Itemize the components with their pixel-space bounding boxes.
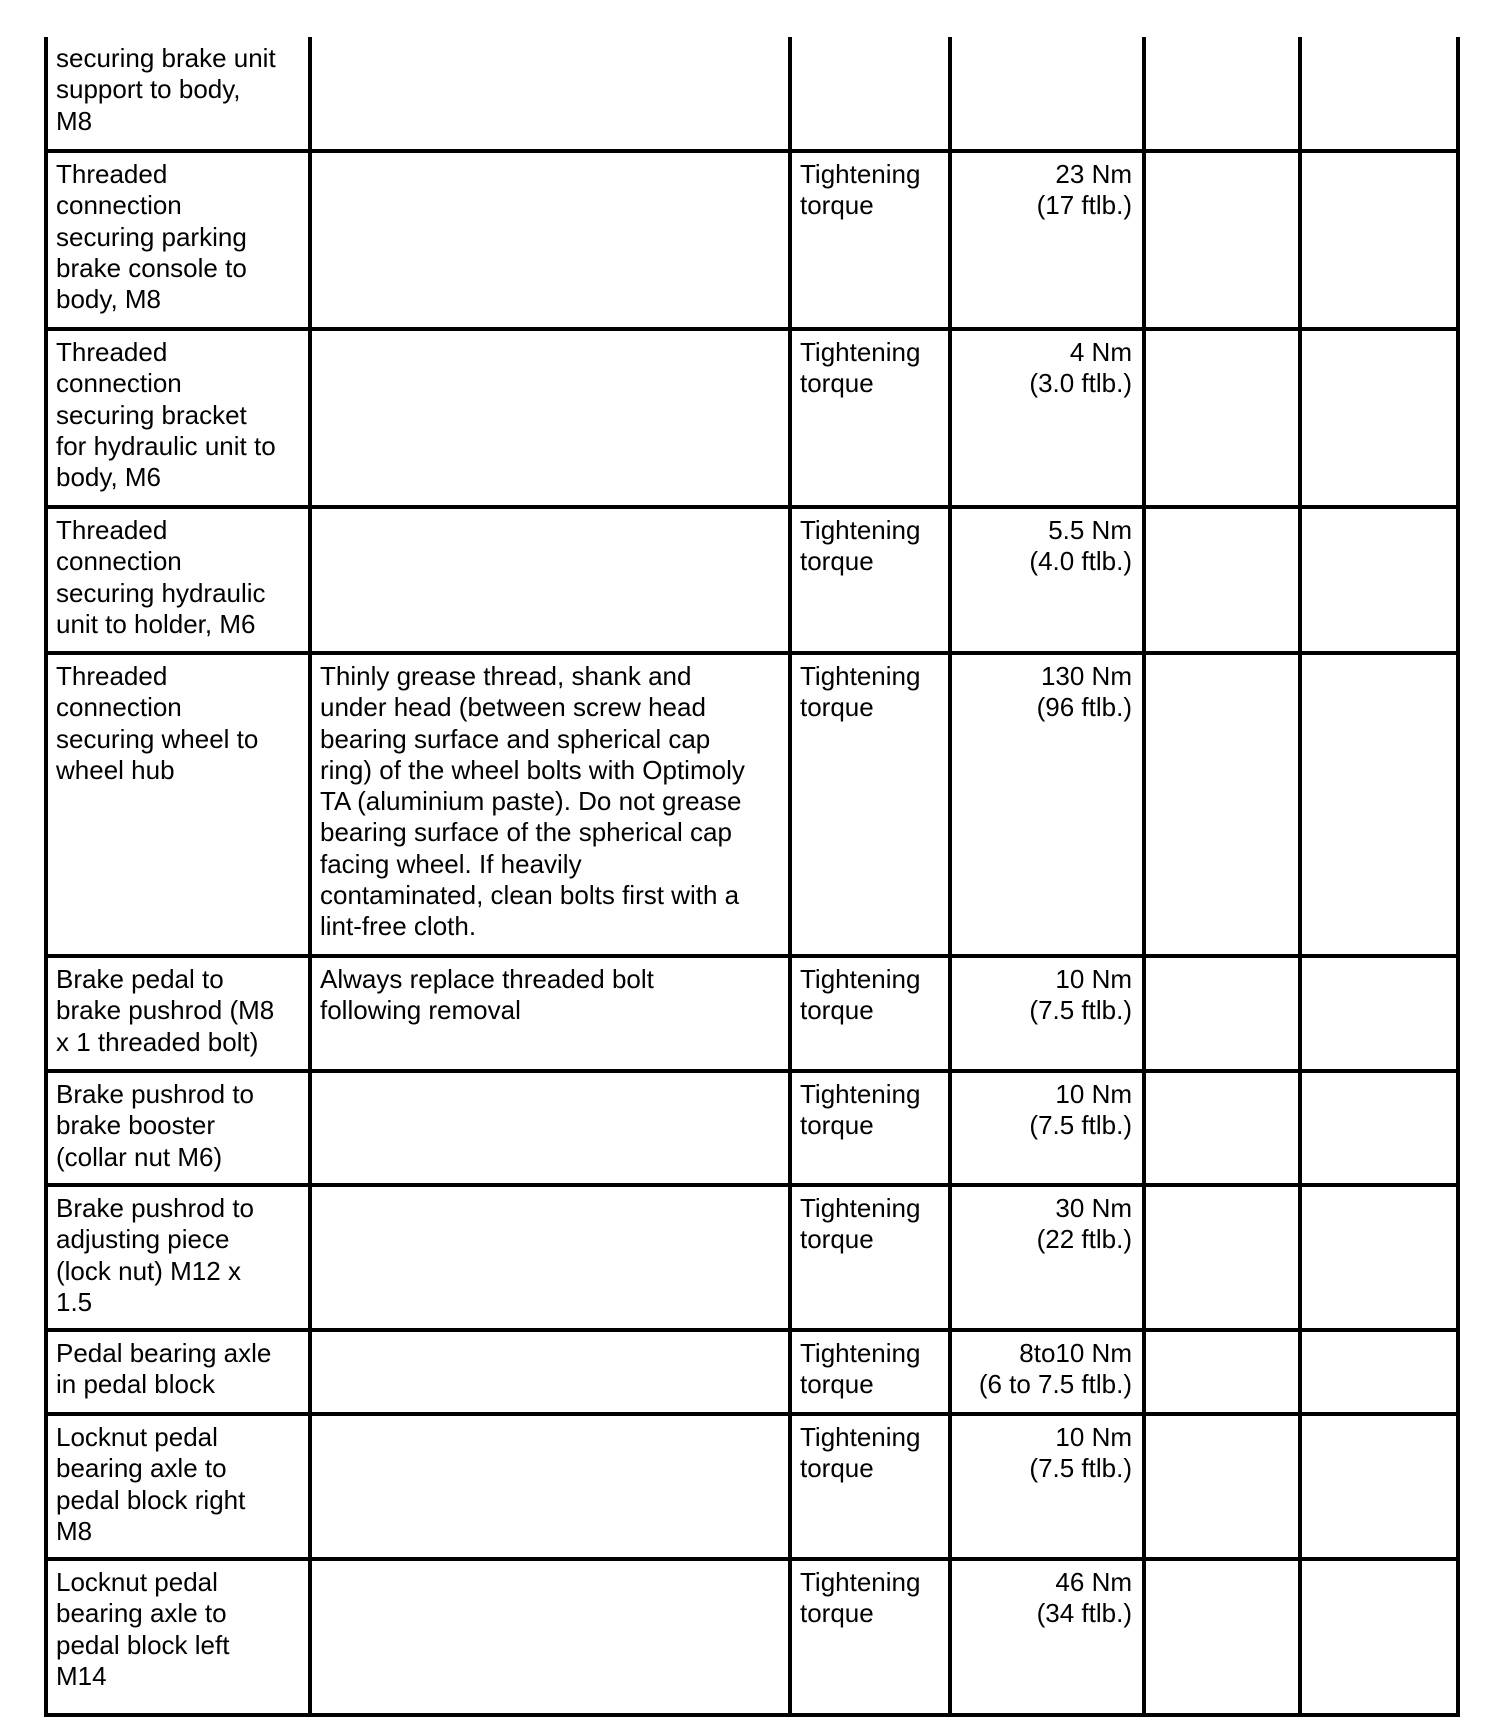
extra-cell-2	[1302, 37, 1456, 153]
column-divider	[308, 1416, 312, 1561]
extra-cell-1	[1146, 153, 1298, 331]
column-divider	[308, 1561, 312, 1713]
column-divider	[1298, 958, 1302, 1073]
extra-cell-1	[1146, 1073, 1298, 1187]
column-divider	[788, 1187, 792, 1332]
spec-type-cell: Tightening torque	[800, 1193, 921, 1255]
column-divider	[308, 1073, 312, 1187]
torque-value-cell: 30 Nm (22 ftlb.)	[1036, 1193, 1132, 1255]
note-cell	[312, 1073, 788, 1187]
torque-value-cell: 4 Nm (3.0 ftlb.)	[1029, 337, 1132, 399]
column-divider	[308, 331, 312, 509]
extra-cell-1	[1146, 37, 1298, 153]
column-divider	[1142, 958, 1146, 1073]
column-divider	[1142, 1332, 1146, 1416]
extra-cell-2	[1302, 509, 1456, 655]
extra-cell-2	[1302, 1561, 1456, 1713]
column-divider	[788, 958, 792, 1073]
table-row	[48, 1416, 1456, 1561]
column-divider	[1298, 1073, 1302, 1187]
spec-type-cell: Tightening torque	[800, 515, 921, 577]
torque-value-cell: 23 Nm (17 ftlb.)	[1036, 159, 1132, 221]
note-cell	[312, 509, 788, 655]
column-divider	[1298, 1187, 1302, 1332]
column-divider	[948, 1561, 952, 1713]
component-cell: Threaded connection securing wheel to wheel hub	[56, 661, 259, 785]
note-cell	[312, 1561, 788, 1713]
torque-specification-table	[44, 37, 1460, 1717]
note-cell	[312, 1416, 788, 1561]
column-divider	[1142, 331, 1146, 509]
extra-cell-2	[1302, 655, 1456, 958]
table-row	[48, 1187, 1456, 1332]
spec-type-cell: Tightening torque	[800, 1567, 921, 1629]
spec-type-cell: Tightening torque	[800, 964, 921, 1026]
component-cell: Threaded connection securing hydraulic unit to holder, M6	[56, 515, 266, 639]
column-divider	[788, 1416, 792, 1561]
column-divider	[1142, 1561, 1146, 1713]
component-cell: securing brake unit support to body, M8	[56, 43, 276, 136]
torque-value-cell: 10 Nm (7.5 ftlb.)	[1029, 1422, 1132, 1484]
spec-type-cell: Tightening torque	[800, 1338, 921, 1400]
column-divider	[1142, 1416, 1146, 1561]
extra-cell-2	[1302, 1073, 1456, 1187]
extra-cell-2	[1302, 1332, 1456, 1416]
column-divider	[948, 509, 952, 655]
column-divider	[308, 655, 312, 958]
table-row	[48, 509, 1456, 655]
column-divider	[948, 655, 952, 958]
table-row	[48, 1332, 1456, 1416]
note-cell	[312, 1187, 788, 1332]
component-cell: Threaded connection securing parking brake console to body, M8	[56, 159, 247, 315]
extra-cell-2	[1302, 153, 1456, 331]
extra-cell-2	[1302, 1187, 1456, 1332]
component-cell: Brake pushrod to adjusting piece (lock nut) M12 x 1.5	[56, 1193, 255, 1317]
column-divider	[788, 655, 792, 958]
note-cell: Thinly grease thread, shank and under head (between screw head bearing surface and spherical cap ring) of the wheel bolts with Optimoly TA (aluminium paste). Do not grease bearing surface of the spherical cap facing wheel. If heavily contaminated, clean bolts first with a lint-free cloth.	[320, 661, 745, 942]
column-divider	[1142, 1073, 1146, 1187]
spec-type-cell: Tightening torque	[800, 159, 921, 221]
note-cell	[312, 37, 788, 153]
column-divider	[1298, 509, 1302, 655]
column-divider	[948, 958, 952, 1073]
torque-value-cell: 5.5 Nm (4.0 ftlb.)	[1029, 515, 1132, 577]
column-divider	[1142, 655, 1146, 958]
note-cell	[312, 153, 788, 331]
torque-value-cell: 46 Nm (34 ftlb.)	[1036, 1567, 1132, 1629]
torque-value-cell	[952, 37, 1142, 153]
note-cell: Always replace threaded bolt following removal	[320, 964, 654, 1026]
torque-value-cell: 130 Nm (96 ftlb.)	[1036, 661, 1132, 723]
extra-cell-2	[1302, 331, 1456, 509]
column-divider	[1298, 1332, 1302, 1416]
column-divider	[1142, 37, 1146, 153]
spec-type-cell: Tightening torque	[800, 337, 921, 399]
column-divider	[788, 1332, 792, 1416]
table-row	[48, 958, 1456, 1073]
spec-type-cell: Tightening torque	[800, 1079, 921, 1141]
extra-cell-1	[1146, 1561, 1298, 1713]
table-row	[48, 1073, 1456, 1187]
column-divider	[948, 1416, 952, 1561]
table-row	[48, 153, 1456, 331]
column-divider	[308, 153, 312, 331]
table-row	[48, 331, 1456, 509]
column-divider	[948, 331, 952, 509]
column-divider	[308, 1332, 312, 1416]
extra-cell-1	[1146, 958, 1298, 1073]
column-divider	[1142, 153, 1146, 331]
column-divider	[948, 153, 952, 331]
column-divider	[1298, 1561, 1302, 1713]
column-divider	[1298, 153, 1302, 331]
column-divider	[788, 331, 792, 509]
spec-type-cell: Tightening torque	[800, 1422, 921, 1484]
column-divider	[948, 1073, 952, 1187]
extra-cell-1	[1146, 1416, 1298, 1561]
component-cell: Brake pedal to brake pushrod (M8 x 1 threaded bolt)	[56, 964, 275, 1057]
column-divider	[308, 37, 312, 153]
extra-cell-1	[1146, 1332, 1298, 1416]
extra-cell-2	[1302, 1416, 1456, 1561]
column-divider	[788, 1561, 792, 1713]
column-divider	[788, 509, 792, 655]
column-divider	[1298, 655, 1302, 958]
extra-cell-1	[1146, 655, 1298, 958]
torque-value-cell: 8to10 Nm (6 to 7.5 ftlb.)	[978, 1338, 1132, 1400]
spec-type-cell: Tightening torque	[800, 661, 921, 723]
column-divider	[308, 509, 312, 655]
extra-cell-2	[1302, 958, 1456, 1073]
column-divider	[788, 1073, 792, 1187]
component-cell: Brake pushrod to brake booster (collar nut M6)	[56, 1079, 255, 1172]
component-cell: Threaded connection securing bracket for hydraulic unit to body, M6	[56, 337, 276, 493]
note-cell	[312, 1332, 788, 1416]
extra-cell-1	[1146, 1187, 1298, 1332]
table-row	[48, 1561, 1456, 1713]
column-divider	[1142, 509, 1146, 655]
column-divider	[948, 1187, 952, 1332]
column-divider	[1298, 331, 1302, 509]
table-row	[48, 37, 1456, 153]
note-cell	[312, 331, 788, 509]
extra-cell-1	[1146, 331, 1298, 509]
column-divider	[788, 37, 792, 153]
torque-value-cell: 10 Nm (7.5 ftlb.)	[1029, 964, 1132, 1026]
torque-value-cell: 10 Nm (7.5 ftlb.)	[1029, 1079, 1132, 1141]
column-divider	[788, 153, 792, 331]
column-divider	[1298, 1416, 1302, 1561]
column-divider	[308, 1187, 312, 1332]
spec-type-cell	[792, 37, 948, 153]
table-row	[48, 655, 1456, 958]
component-cell: Locknut pedal bearing axle to pedal block right M8	[56, 1422, 246, 1546]
column-divider	[948, 1332, 952, 1416]
column-divider	[1142, 1187, 1146, 1332]
column-divider	[308, 958, 312, 1073]
extra-cell-1	[1146, 509, 1298, 655]
column-divider	[948, 37, 952, 153]
column-divider	[1298, 37, 1302, 153]
component-cell: Locknut pedal bearing axle to pedal block left M14	[56, 1567, 230, 1691]
component-cell: Pedal bearing axle in pedal block	[56, 1338, 272, 1400]
